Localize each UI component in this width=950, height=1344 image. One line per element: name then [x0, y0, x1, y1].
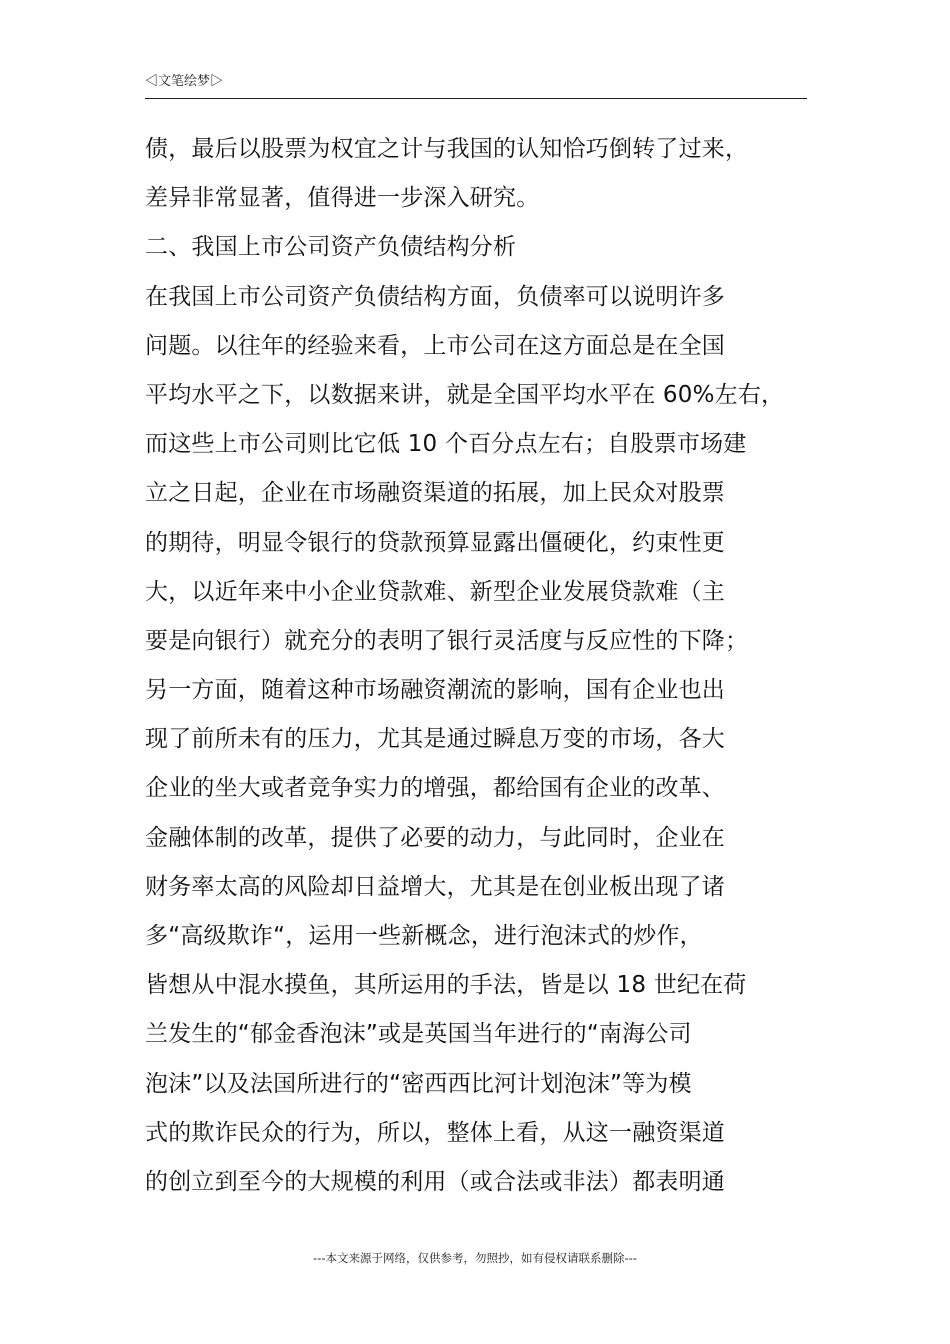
page-footer [0, 1250, 950, 1266]
text-line: 兰发生的“郁金香泡沫”或是英国当年进行的“南海公司 [145, 1021, 692, 1048]
text-line: 泡沫”以及法国所进行的“密西西比河计划泡沫”等为模 [145, 1070, 692, 1097]
text-line: 企业的坐大或者竞争实力的增强，都给国有企业的改革、 [145, 775, 725, 802]
text-line: 大，以近年来中小企业贷款难、新型企业发展贷款难（主 [145, 578, 725, 605]
text-line: 的创立到至今的大规模的利用（或合法或非法）都表明通 [145, 1168, 725, 1195]
body-text [145, 125, 825, 1207]
text-line: 问题。以往年的经验来看，上市公司在这方面总是在全国 [145, 332, 725, 359]
text-line: 差异非常显著，值得进一步深入研究。 [145, 185, 540, 212]
text-line: 另一方面，随着这种市场融资潮流的影响，国有企业也出 [145, 677, 725, 704]
text-line: 在我国上市公司资产负债结构方面，负债率可以说明许多 [145, 283, 725, 310]
text-line: 的期待，明显令银行的贷款预算显露出僵硬化，约束性更 [145, 529, 725, 556]
text-line: 债，最后以股票为权宜之计与我国的认知恰巧倒转了过来， [145, 136, 749, 162]
page-header [145, 72, 807, 99]
text-line: 平均水平之下，以数据来讲，就是全国平均水平在 60%左右， [145, 381, 785, 408]
text-line: 现了前所未有的压力，尤其是通过瞬息万变的市场，各大 [145, 726, 725, 753]
section-heading: 二、我国上市公司资产负债结构分析 [145, 234, 517, 261]
text-line: 金融体制的改革，提供了必要的动力，与此同时，企业在 [145, 824, 725, 851]
text-line: 而这些上市公司则比它低 10 个百分点左右；自股票市场建 [145, 431, 747, 458]
text-line: 式的欺诈民众的行为，所以，整体上看，从这一融资渠道 [145, 1119, 725, 1146]
text-line: 多“高级欺诈“，运用一些新概念，进行泡沫式的炒作， [145, 923, 703, 949]
text-line: 财务率太高的风险却日益增大，尤其是在创业板出现了诸 [145, 873, 725, 900]
text-line: 立之日起，企业在市场融资渠道的拓展，加上民众对股票 [145, 480, 725, 507]
text-line: 皆想从中混水摸鱼，其所运用的手法，皆是以 18 世纪在荷 [145, 972, 747, 999]
text-line: 要是向银行）就充分的表明了银行灵活度与反应性的下降； [145, 627, 749, 654]
footer-notice: ---本文来源于网络，仅供参考，勿照抄，如有侵权请联系删除--- [313, 1251, 637, 1265]
header-title: ◁文笔绘梦▷ [145, 73, 224, 88]
